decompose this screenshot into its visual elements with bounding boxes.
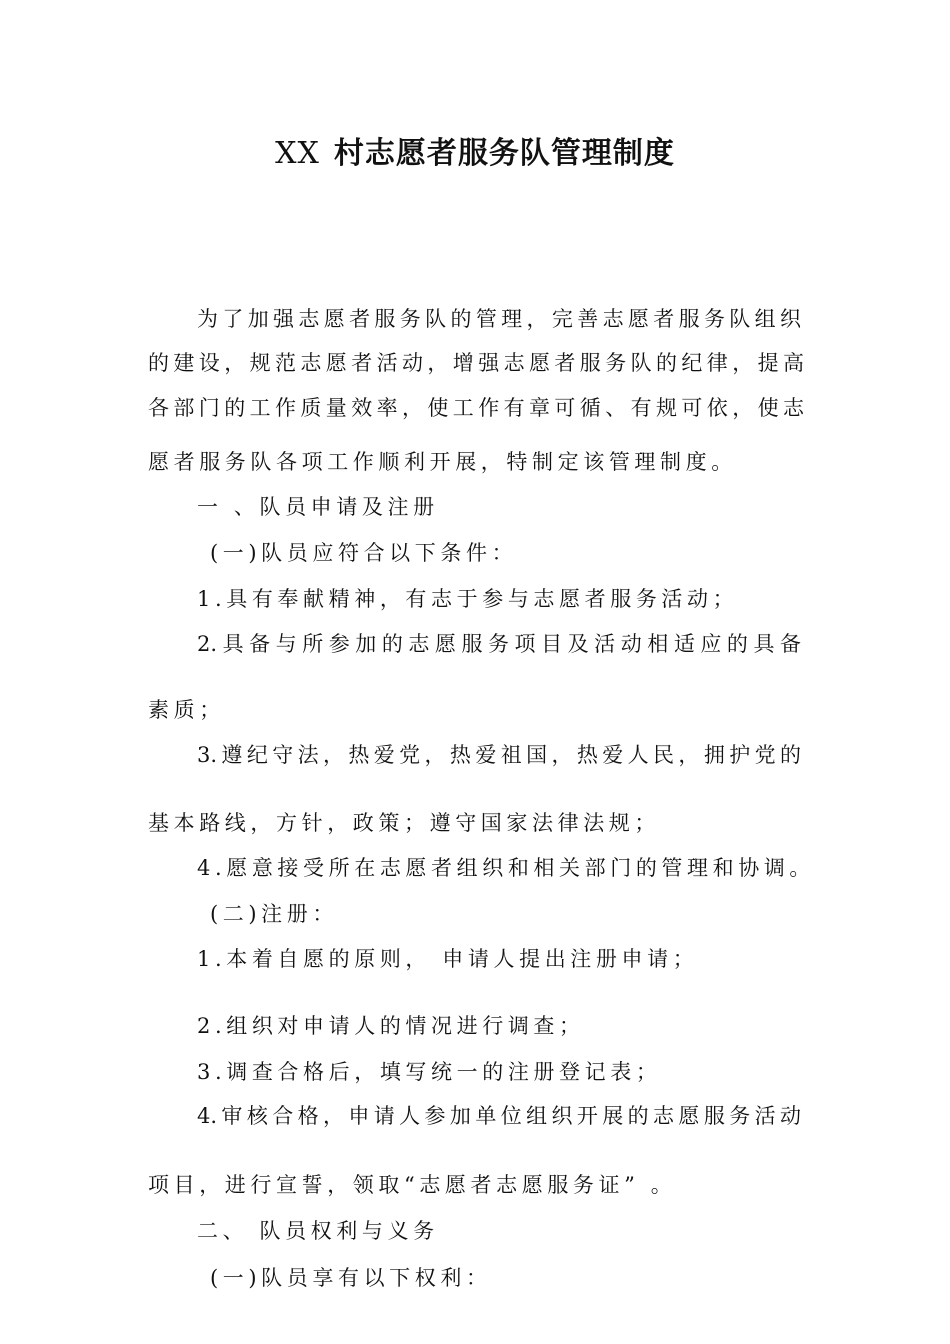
- body-line: 的建设，规范志愿者活动，增强志愿者服务队的纪律，提高: [148, 351, 804, 375]
- subsection-heading: (一)队员应符合以下条件：: [210, 541, 518, 565]
- section-heading: 一 、队员申请及注册: [197, 495, 439, 519]
- title-code: XX: [275, 136, 320, 171]
- list-item: 1.具有奉献精神，有志于参与志愿者服务活动；: [197, 587, 739, 611]
- list-item: 3.调查合格后，填写统一的注册登记表；: [197, 1060, 662, 1084]
- document-title: [0, 132, 950, 176]
- list-item: 3.遵纪守法，热爱党，热爱祖国，热爱人民，拥护党的: [197, 743, 801, 767]
- list-item: 1.本着自愿的原则， 申请人提出注册申请；: [197, 947, 699, 971]
- list-item: 4.愿意接受所在志愿者组织和相关部门的管理和协调。: [197, 856, 816, 880]
- body-line: 各部门的工作质量效率，使工作有章可循、有规可依，使志: [148, 396, 804, 420]
- body-line: 愿者服务队各项工作顺利开展，特制定该管理制度。: [148, 450, 737, 474]
- subsection-heading: (一)队员享有以下权利：: [210, 1266, 492, 1290]
- list-item: 4.审核合格，申请人参加单位组织开展的志愿服务活动: [197, 1104, 801, 1128]
- list-item-continued: 素质；: [148, 698, 225, 722]
- subsection-heading: (二)注册：: [210, 902, 338, 926]
- title-text: 村志愿者服务队管理制度: [333, 136, 675, 171]
- list-item-continued: 基本路线，方针，政策；遵守国家法律法规；: [148, 811, 660, 835]
- list-item: 2.具备与所参加的志愿服务项目及活动相适应的具备: [197, 632, 801, 656]
- list-item-continued: 项目，进行宣誓，领取“志愿者志愿服务证” 。: [148, 1173, 677, 1197]
- body-line: 为了加强志愿者服务队的管理，完善志愿者服务队组织: [197, 307, 801, 331]
- list-item: 2.组织对申请人的情况进行调查；: [197, 1014, 585, 1038]
- section-heading: 二、 队员权利与义务: [197, 1219, 439, 1243]
